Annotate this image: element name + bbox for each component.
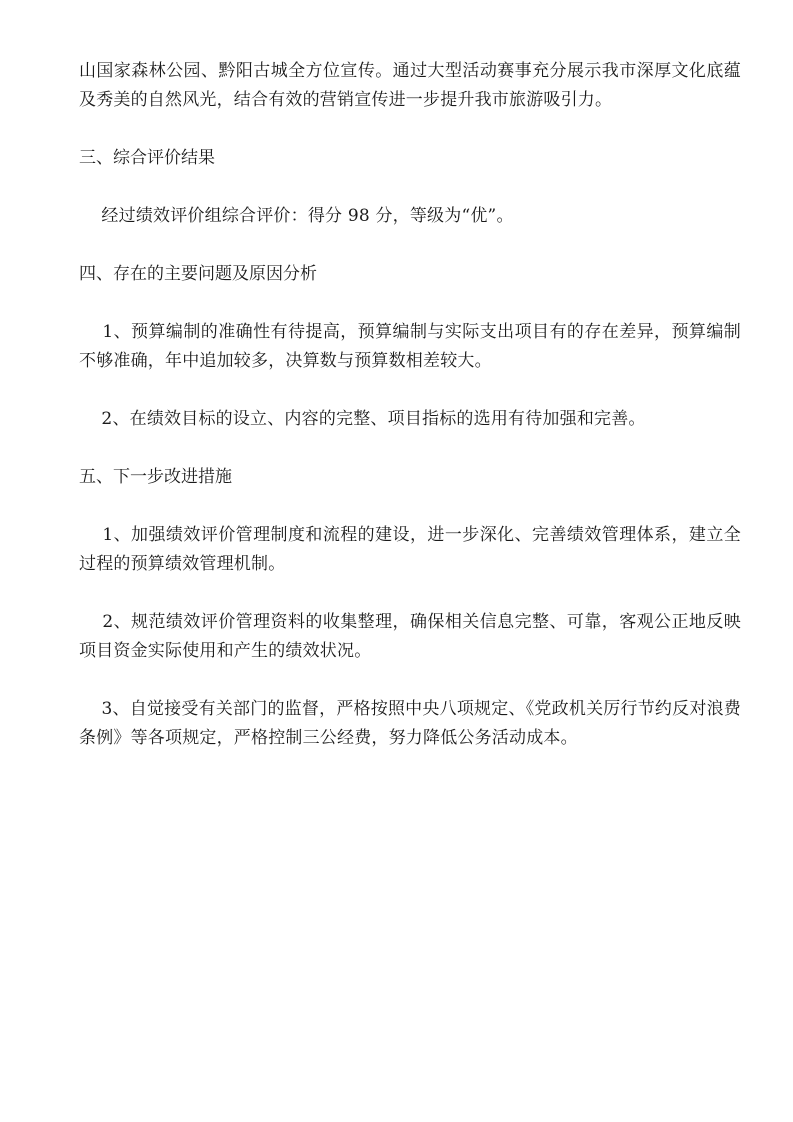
paragraph-measure-1: 1、加强绩效评价管理制度和流程的建设，进一步深化、完善绩效管理体系，建立全过程的预算绩效管理机制。 [79, 525, 741, 574]
document-body [79, 57, 741, 782]
paragraph-problem-1: 1、预算编制的准确性有待提高，预算编制与实际支出项目有的存在差异，预算编制不够准确，年中追加较多，决算数与预算数相差较大。 [79, 322, 741, 371]
section-heading-4: 四、存在的主要问题及原因分析 [79, 264, 317, 284]
paragraph-intro-continuation: 山国家森林公园、黔阳古城全方位宣传。通过大型活动赛事充分展示我市深厚文化底蕴及秀美的自然风光，结合有效的营销宣传进一步提升我市旅游吸引力。 [79, 61, 741, 110]
section-heading-3: 三、综合评价结果 [79, 148, 215, 168]
paragraph-measure-2: 2、规范绩效评价管理资料的收集整理，确保相关信息完整、可靠，客观公正地反映项目资金实际使用和产生的绩效状况。 [79, 612, 741, 661]
paragraph-evaluation-result: 经过绩效评价组综合评价：得分 98 分，等级为“优”。 [79, 206, 514, 226]
paragraph-problem-2: 2、在绩效目标的设立、内容的完整、项目指标的选用有待加强和完善。 [79, 409, 646, 429]
section-heading-5: 五、下一步改进措施 [79, 467, 232, 487]
paragraph-measure-3: 3、自觉接受有关部门的监督，严格按照中央八项规定、《党政机关厉行节约反对浪费条例》等各项规定，严格控制三公经费，努力降低公务活动成本。 [79, 699, 741, 748]
